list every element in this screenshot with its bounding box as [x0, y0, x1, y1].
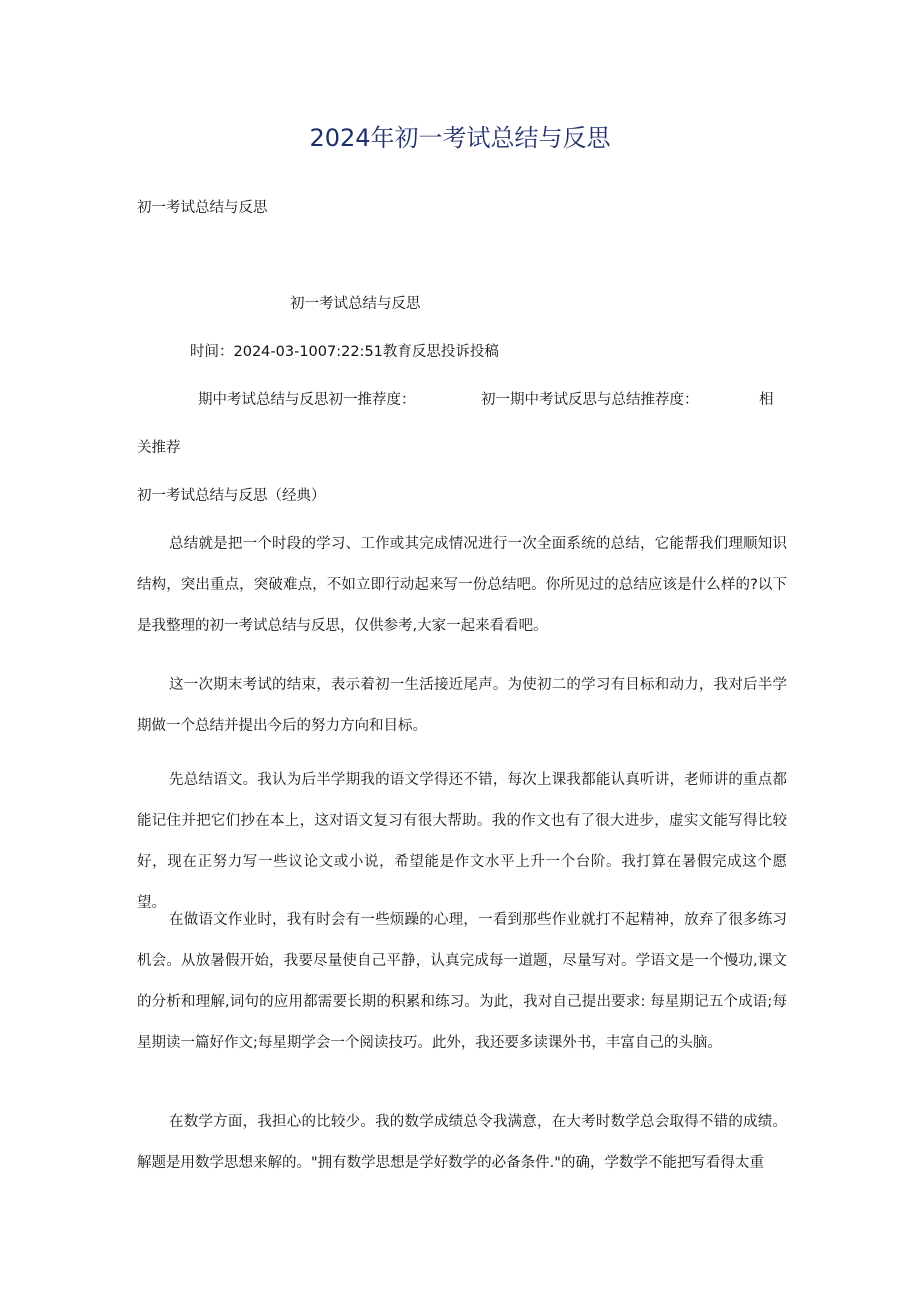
paragraph-3: 先总结语文。我认为后半学期我的语文学得还不错，每次上课我都能认真听讲，老师讲的重点都能记住并把它们抄在本上，这对语文复习有很大帮助。我的作文也有了很大进步，虚实文能写得比较好，现在正努力写一些议论文或小说，希望能是作文水平上升一个台阶。我打算在暑假完成这个愿望。 [137, 772, 787, 911]
recommend-item-2[interactable]: 初一期中考试反思与总结推荐度： [481, 392, 699, 408]
paragraph-2: 这一次期末考试的结束，表示着初一生活接近尾声。为使初二的学习有目标和动力，我对后半学期做一个总结并提出今后的努力方向和目标。 [137, 677, 787, 734]
paragraph-1: 总结就是把一个时段的学习、工作或其完成情况进行一次全面系统的总结，它能帮我们理顺知识结构，突出重点，突破难点，不如立即行动起来写一份总结吧。你所见过的总结应该是什么样的?以下是我整理的初一考试总结与反思，仅供参考,大家一起来看看吧。 [137, 536, 787, 634]
related-label-part2: 关推荐 [137, 440, 181, 456]
subtitle-center: 初一考试总结与反思 [290, 296, 421, 312]
subtitle-left: 初一考试总结与反思 [137, 200, 268, 216]
paragraph-4: 在做语文作业时，我有时会有一些烦躁的心理，一看到那些作业就打不起精神，放弃了很多练习机会。从放暑假开始，我要尽量使自己平静，认真完成每一道题，尽量写对。学语文是一个慢功,课文的分析和理解,词句的应用都需要长期的积累和练习。为此，我对自己提出要求: 每星期记五个成语;每星期读一篇好作文;每星期学会一个阅读技巧。此外，我还要多读课外书，丰富自己的头脑。 [137, 912, 787, 1051]
document-title: 2024年初一考试总结与反思 [309, 124, 611, 152]
paragraph-5: 在数学方面，我担心的比较少。我的数学成绩总令我满意，在大考时数学总会取得不错的成绩。解题是用数学思想来解的。"拥有数学思想是学好数学的必备条件."的确，学数学不能把写看得太重 [137, 1114, 787, 1171]
article-heading: 初一考试总结与反思（经典） [137, 488, 326, 504]
recommend-item-1[interactable]: 期中考试总结与反思初一推荐度： [198, 392, 416, 408]
meta-line: 时间：2024-03-1007:22:51教育反思投诉投稿 [190, 344, 499, 360]
related-label-part1: 相 [759, 392, 774, 408]
